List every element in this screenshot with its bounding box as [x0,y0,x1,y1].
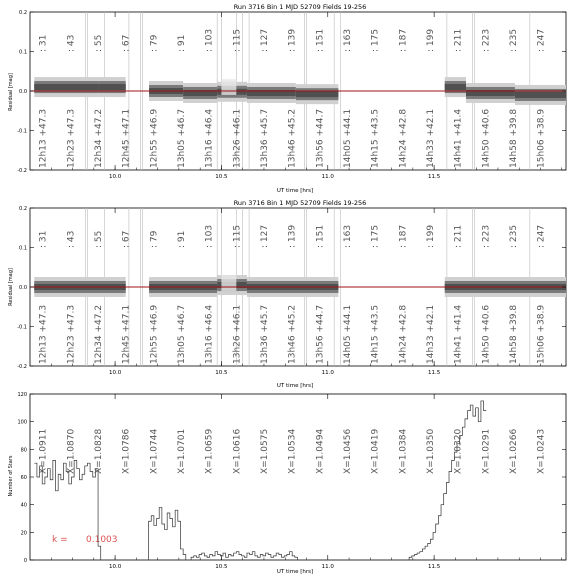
coordinate-label: 12h13 +47.3 [38,304,49,364]
coordinate-label: 14h15 +43.5 [370,108,381,168]
coordinate-label: 13h16 +46.4 [204,108,215,168]
coordinate-label: 14h15 +43.5 [370,304,381,364]
coordinate-label: 14h24 +42.8 [398,304,409,364]
coordinate-label: 13h26 +46.1 [232,304,243,364]
field-number-label: : 91 [177,34,188,52]
field-number-label: : 79 [149,230,160,248]
x-tick-label: 11.5 [428,370,441,376]
coordinate-label: 14h58 +39.8 [508,304,519,364]
airmass-label: X=1.0744 [149,428,160,474]
field-number-label: : 31 [38,34,49,52]
field-number-label: : 115 [232,224,243,248]
airmass-label: X=1.0266 [508,428,519,474]
field-number-label: : 103 [204,224,215,248]
airmass-label: X=1.0320 [453,428,464,474]
airmass-label: X=1.0384 [398,428,409,474]
highlight-block [221,79,236,95]
y-tick-label: -0.2 [17,364,27,370]
field-number-label: : 67 [121,34,132,52]
field-number-label: : 247 [536,224,547,248]
y-tick-label: 0.2 [19,206,27,212]
field-number-label: : 151 [315,224,326,248]
airmass-label: X=1.0456 [342,428,353,474]
y-tick-label: 80 [20,447,27,454]
x-tick-label: 11.5 [428,564,441,570]
coordinate-label: 12h23 +47.3 [66,304,77,364]
field-number-label: : 187 [398,224,409,248]
x-axis-label: UT time [hrs] [276,383,314,389]
coordinate-label: 13h46 +45.2 [287,304,298,364]
y-axis-label: Residual [mag] [8,268,14,306]
coordinate-label: 14h05 +44.1 [342,304,353,364]
y-axis-label: Residual [mag] [8,73,14,111]
panel-title: Run 3716 Bin 1 MJD 52709 Fields 19-256 [233,199,367,207]
panel-title: Run 3716 Bin 1 MJD 52709 Fields 19-256 [233,3,367,11]
x-tick-label: 10.0 [108,564,122,570]
residual-band-core [296,91,339,97]
coordinate-label: 12h13 +47.3 [38,108,49,168]
field-number-label: : 199 [425,224,436,248]
coordinate-label: 12h34 +47.2 [94,108,105,168]
field-number-label: : 151 [315,28,326,52]
airmass-label: X=1.0419 [370,428,381,474]
coordinate-label: 13h36 +45.7 [259,304,270,364]
x-tick-label: 11.0 [321,564,334,570]
x-tick-label: 11.0 [321,370,334,376]
coordinate-label: 14h05 +44.1 [342,108,353,168]
coordinate-label: 13h05 +46.7 [177,304,188,364]
coordinate-label: 12h55 +46.9 [149,304,160,364]
coordinate-label: 12h45 +47.1 [121,108,132,168]
residual-band-core [445,84,466,90]
y-tick-label: 0.0 [19,285,27,291]
field-number-label: : 55 [94,230,105,248]
airmass-label: X=1.0616 [232,428,243,474]
airmass-label: X=1.0534 [287,428,298,474]
x-tick-label: 10.0 [108,370,122,376]
x-tick-label: 10.5 [215,174,228,180]
x-tick-label: 11.0 [321,174,334,180]
coordinate-label: 14h33 +42.1 [425,108,436,168]
field-number-label: : 175 [370,224,381,248]
field-number-label: : 235 [508,28,519,52]
y-tick-label: -0.1 [17,324,27,331]
field-number-label: : 67 [121,230,132,248]
y-tick-label: 100 [17,419,27,426]
field-number-label: : 103 [204,28,215,52]
airmass-label: X=1.0243 [536,428,547,474]
field-number-label: : 43 [66,230,77,248]
x-axis-label: UT time [hrs] [276,188,314,194]
coordinate-label: 14h41 +41.4 [453,108,464,168]
coordinate-label: 13h56 +44.7 [315,108,326,168]
y-tick-label: 20 [20,530,27,537]
coordinate-label: 13h56 +44.7 [315,304,326,364]
field-number-label: : 31 [38,230,49,248]
airmass-label: X=1.0291 [481,428,492,474]
coordinate-label: 14h58 +39.8 [508,108,519,168]
field-number-label: : 223 [481,224,492,248]
y-tick-label: 0.1 [19,49,27,56]
coordinate-label: 14h41 +41.4 [453,304,464,364]
airmass-label: X=1.0494 [315,428,326,474]
field-number-label: : 43 [66,34,77,52]
coordinate-label: 13h36 +45.7 [259,108,270,168]
k-value: 0.1003 [86,535,118,545]
coordinate-label: 12h34 +47.2 [94,304,105,364]
field-number-label: : 175 [370,28,381,52]
x-axis-label: UT time [hrs] [276,569,314,575]
y-tick-label: -0.2 [17,168,27,174]
residual-panel-middle [8,199,566,389]
coordinate-label: 15h06 +38.9 [536,108,547,168]
airmass-label: X=1.0870 [66,428,77,474]
field-number-label: : 139 [287,224,298,248]
y-tick-label: 0.0 [19,89,27,95]
y-tick-label: 40 [20,502,27,509]
field-number-label: : 115 [232,28,243,52]
field-number-label: : 127 [259,224,270,248]
residual-band-core [34,84,98,90]
y-tick-label: 0.1 [19,245,27,252]
coordinate-label: 12h55 +46.9 [149,108,160,168]
airmass-label: X=1.0350 [425,428,436,474]
y-tick-label: 60 [20,475,27,481]
field-number-label: : 163 [342,224,353,248]
field-number-label: : 187 [398,28,409,52]
airmass-label: X=1.0786 [121,428,132,474]
airmass-label: X=1.0911 [38,428,49,474]
histogram-panel [8,392,566,575]
x-tick-label: 10.5 [215,370,228,376]
y-tick-label: 0 [23,558,27,564]
residual-panel-top [8,3,566,194]
highlight-block [221,275,236,291]
x-tick-label: 11.5 [428,174,441,180]
field-number-label: : 223 [481,28,492,52]
coordinate-label: 13h05 +46.7 [177,108,188,168]
residual-band-core [98,84,126,90]
field-number-label: : 235 [508,224,519,248]
field-number-label: : 127 [259,28,270,52]
y-tick-label: 120 [17,392,27,398]
y-axis-label: Number of Stars [8,455,14,497]
field-number-label: : 163 [342,28,353,52]
field-number-label: : 139 [287,28,298,52]
coordinate-label: 14h24 +42.8 [398,108,409,168]
airmass-label: X=1.0828 [94,428,105,474]
field-number-label: : 79 [149,34,160,52]
residual-band-core [515,92,566,98]
coordinate-label: 13h46 +45.2 [287,108,298,168]
k-label: k = [52,535,68,545]
coordinate-label: 14h33 +42.1 [425,304,436,364]
coordinate-label: 15h06 +38.9 [536,304,547,364]
airmass-label: X=1.0575 [259,428,270,474]
field-number-label: : 91 [177,230,188,248]
y-tick-label: -0.1 [17,128,27,135]
coordinate-label: 12h45 +47.1 [121,304,132,364]
coordinate-label: 14h50 +40.6 [481,304,492,364]
x-tick-label: 10.5 [215,564,228,570]
airmass-label: X=1.0701 [177,428,188,474]
field-number-label: : 211 [453,28,464,52]
coordinate-label: 13h26 +46.1 [232,108,243,168]
field-number-label: : 199 [425,28,436,52]
coordinate-label: 14h50 +40.6 [481,108,492,168]
coordinate-label: 12h23 +47.3 [66,108,77,168]
field-number-label: : 211 [453,224,464,248]
x-tick-label: 10.0 [108,174,122,180]
field-number-label: : 247 [536,28,547,52]
airmass-label: X=1.0659 [204,428,215,474]
y-tick-label: 0.2 [19,10,27,16]
field-number-label: : 55 [94,34,105,52]
coordinate-label: 13h16 +46.4 [204,304,215,364]
